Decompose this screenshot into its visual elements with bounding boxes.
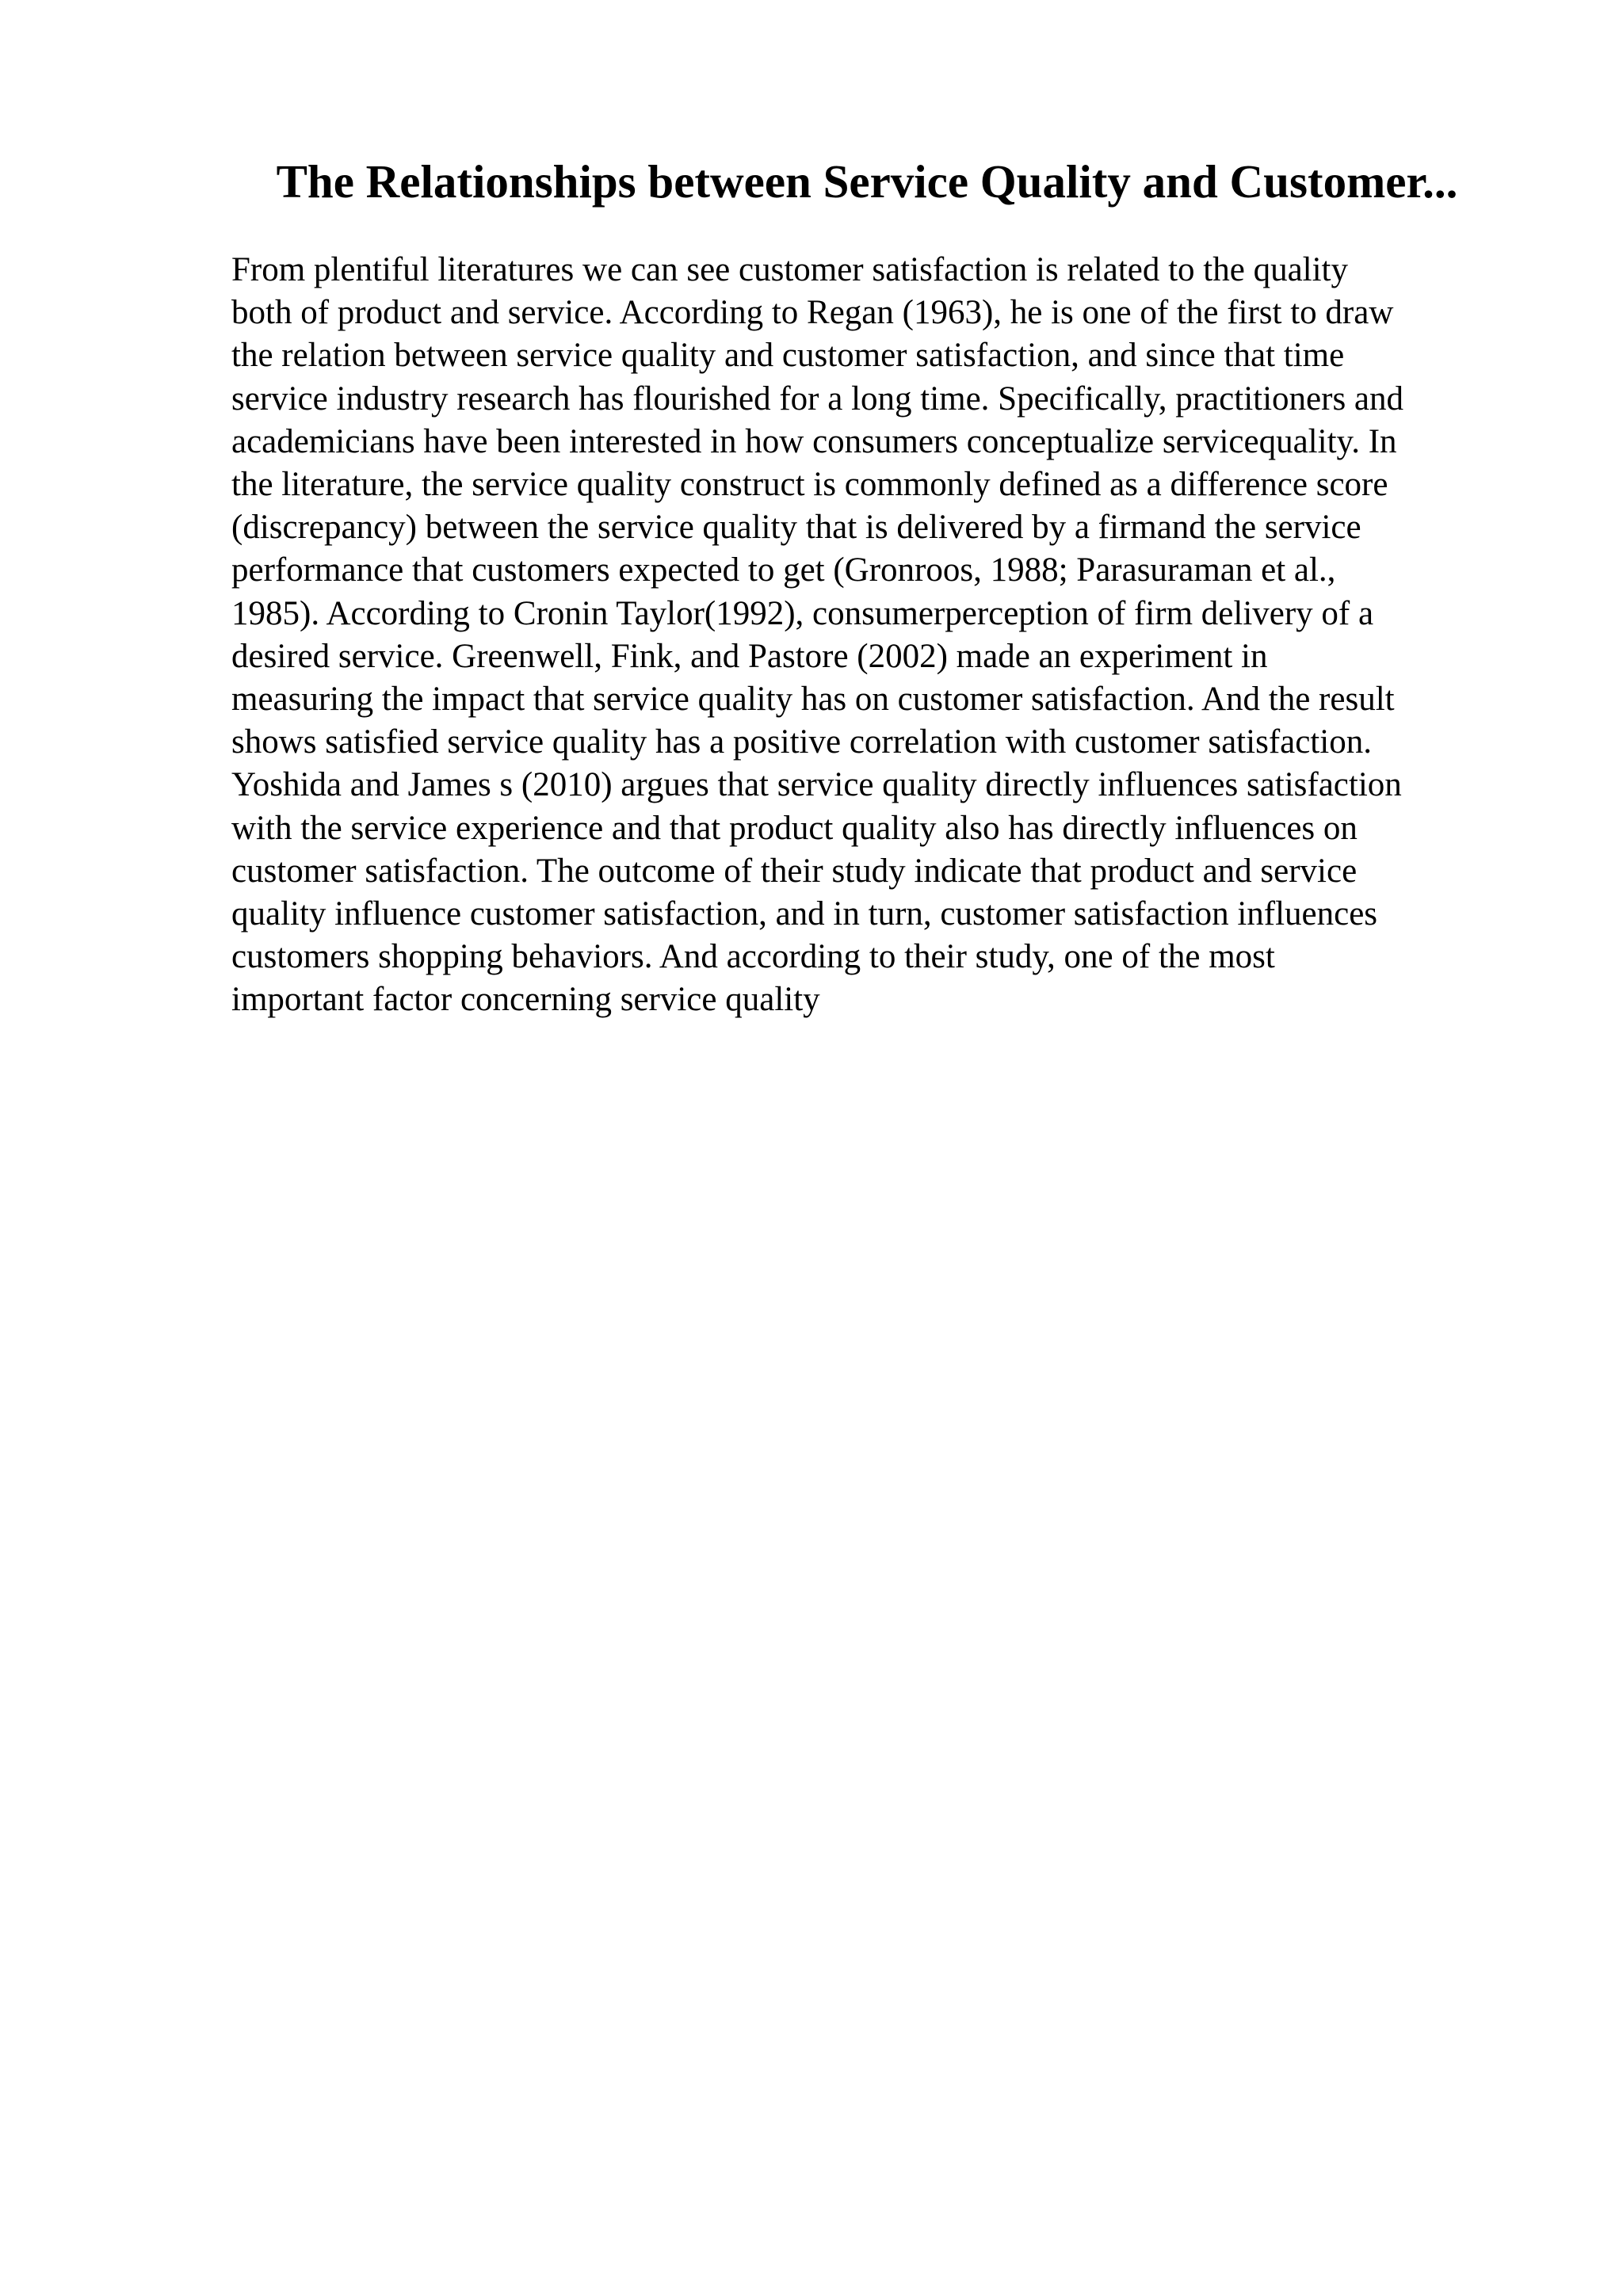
paragraph-line: (discrepancy) between the service quality that is delivered by a firmand the service [231, 509, 1361, 547]
paragraph-line: quality influence customer satisfaction, and in turn, customer satisfaction influences [231, 895, 1378, 933]
paragraph-line: both of product and service. According to Regan (1963), he is one of the first to draw [231, 294, 1394, 332]
paragraph-line: 1985). According to Cronin Taylor(1992), consumerperception of firm delivery of a [231, 594, 1374, 632]
paragraph-line: the relation between service quality and customer satisfaction, and since that time [231, 337, 1345, 375]
document-title: The Relationships between Service Quality and Customer... [276, 155, 1458, 208]
paragraph-line: customers shopping behaviors. And according to their study, one of the most [231, 938, 1275, 976]
paragraph-line: the literature, the service quality construct is commonly defined as a difference score [231, 466, 1388, 504]
paragraph-line: performance that customers expected to get (Gronroos, 1988; Parasuraman et al., [231, 551, 1336, 589]
paragraph-line: From plentiful literatures we can see customer satisfaction is related to the quality [231, 251, 1349, 288]
paragraph-line: desired service. Greenwell, Fink, and Pastore (2002) made an experiment in [231, 637, 1268, 675]
paragraph-line: shows satisfied service quality has a positive correlation with customer satisfaction. [231, 723, 1372, 761]
paragraph-line: measuring the impact that service quality has on customer satisfaction. And the result [231, 681, 1395, 719]
paragraph-line: academicians have been interested in how consumers conceptualize servicequality. In [231, 422, 1397, 460]
paragraph-line: customer satisfaction. The outcome of their study indicate that product and service [231, 852, 1358, 890]
body-paragraph [231, 249, 1515, 1022]
paragraph-line: Yoshida and James s (2010) argues that service quality directly influences satisfaction [231, 766, 1402, 804]
paragraph-line: important factor concerning service quality [231, 981, 820, 1019]
paragraph-line: service industry research has flourished for a long time. Specifically, practitioners and [231, 379, 1404, 418]
paragraph-line: with the service experience and that product quality also has directly influences on [231, 809, 1358, 847]
